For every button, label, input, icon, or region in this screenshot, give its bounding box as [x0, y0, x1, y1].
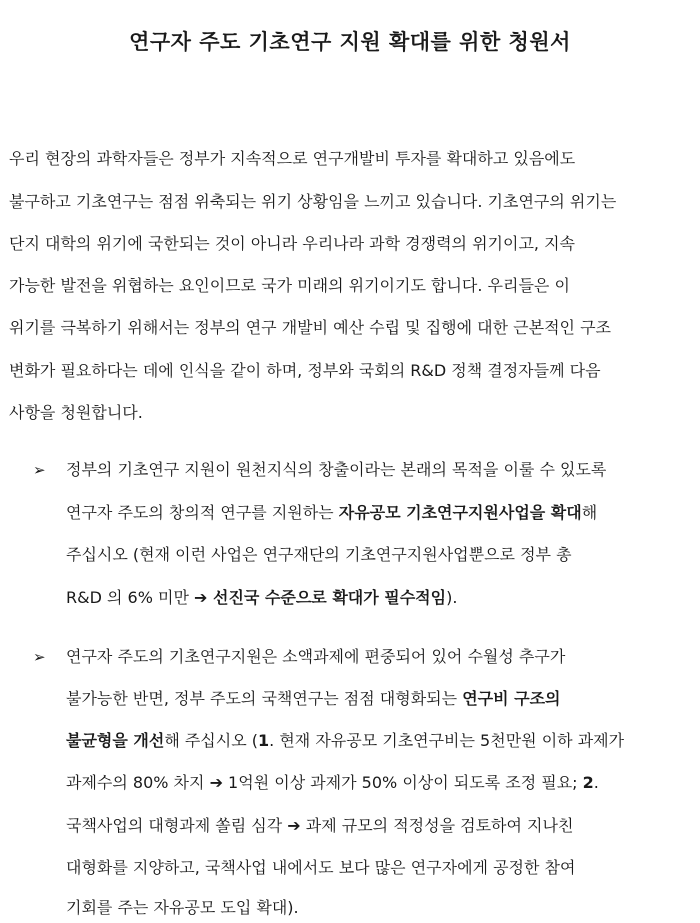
text-run: . [593, 773, 599, 792]
bullet1-line: 주십시오 (현재 이런 사업은 연구재단의 기초연구지원사업뿐으로 정부 총 [66, 545, 572, 564]
bullet1-line [66, 498, 696, 528]
text-run: R&D 의 6% 미만 [66, 588, 195, 607]
text-run: 연구자 주도의 창의적 연구를 지원하는 [66, 503, 339, 522]
intro-line: 우리 현장의 과학자들은 정부가 지속적으로 연구개발비 투자를 확대하고 있음에도 [9, 149, 576, 168]
bullet2-line [66, 684, 696, 714]
bullet2-line: 연구자 주도의 기초연구지원은 소액과제에 편중되어 있어 수월성 추구가 [66, 647, 566, 666]
bullet2-line [66, 726, 696, 756]
intro-line: 불구하고 기초연구는 점점 위축되는 위기 상황임을 느끼고 있습니다. 기초연구의 위기는 [9, 192, 617, 211]
text-run: ). [446, 588, 458, 607]
page-title: 연구자 주도 기초연구 지원 확대를 위한 청원서 [129, 30, 571, 54]
bullet1-line [66, 583, 696, 613]
arrow-icon: ➔ [287, 816, 301, 835]
arrow-icon: ➔ [209, 773, 223, 792]
intro-line: 위기를 극복하기 위해서는 정부의 연구 개발비 예산 수립 및 집행에 대한 근본적인 구조 [9, 318, 611, 337]
intro-line: 단지 대학의 위기에 국한되는 것이 아니라 우리나라 과학 경쟁력의 위기이고, 지속 [9, 234, 575, 253]
intro-line: 변화가 필요하다는 데에 인식을 같이 하며, 정부와 국회의 R&D 정책 결정자들께 다음 [9, 361, 601, 380]
emphasis-text: 연구비 구조의 [462, 689, 561, 708]
text-run: 해 주십시오 ( [164, 731, 259, 750]
text-run: 해 [581, 503, 598, 522]
bullet2-line [66, 768, 696, 798]
bullet1-line: 정부의 기초연구 지원이 원천지식의 창출이라는 본래의 목적을 이룰 수 있도록 [66, 460, 607, 479]
bullet2-line [66, 811, 696, 841]
item-number: 1 [258, 731, 270, 750]
text-run: 과제 규모의 적정성을 검토하여 지나친 [300, 816, 574, 835]
text-run: 불가능한 반면, 정부 주도의 국책연구는 점점 대형화되는 [66, 689, 463, 708]
text-run: 1억원 이상 과제가 50% 이상이 되도록 조정 필요; [222, 773, 583, 792]
intro-line: 사항을 청원합니다. [9, 403, 143, 422]
emphasis-text: ➔ 선진국 수준으로 확대가 필수적임 [194, 588, 447, 607]
text-run: 국책사업의 대형과제 쏠림 심각 [66, 816, 288, 835]
emphasis-text: 불균형을 개선 [66, 731, 165, 750]
item-number: 2 [582, 773, 594, 792]
emphasis-text: 자유공모 기초연구지원사업을 확대 [338, 503, 582, 522]
bullet2-line: 대형화를 지양하고, 국책사업 내에서도 보다 많은 연구자에게 공정한 참여 [66, 858, 576, 877]
intro-line: 가능한 발전을 위협하는 요인이므로 국가 미래의 위기이기도 합니다. 우리들은 이 [9, 276, 570, 295]
bullet-arrow-icon: ➢ [33, 648, 46, 666]
text-run: . 현재 자유공모 기초연구비는 5천만원 이하 과제가 [269, 731, 625, 750]
text-run: 과제수의 80% 차지 [66, 773, 210, 792]
bullet-arrow-icon: ➢ [33, 461, 46, 479]
bullet2-line: 기회를 주는 자유공모 도입 확대). [66, 898, 299, 917]
